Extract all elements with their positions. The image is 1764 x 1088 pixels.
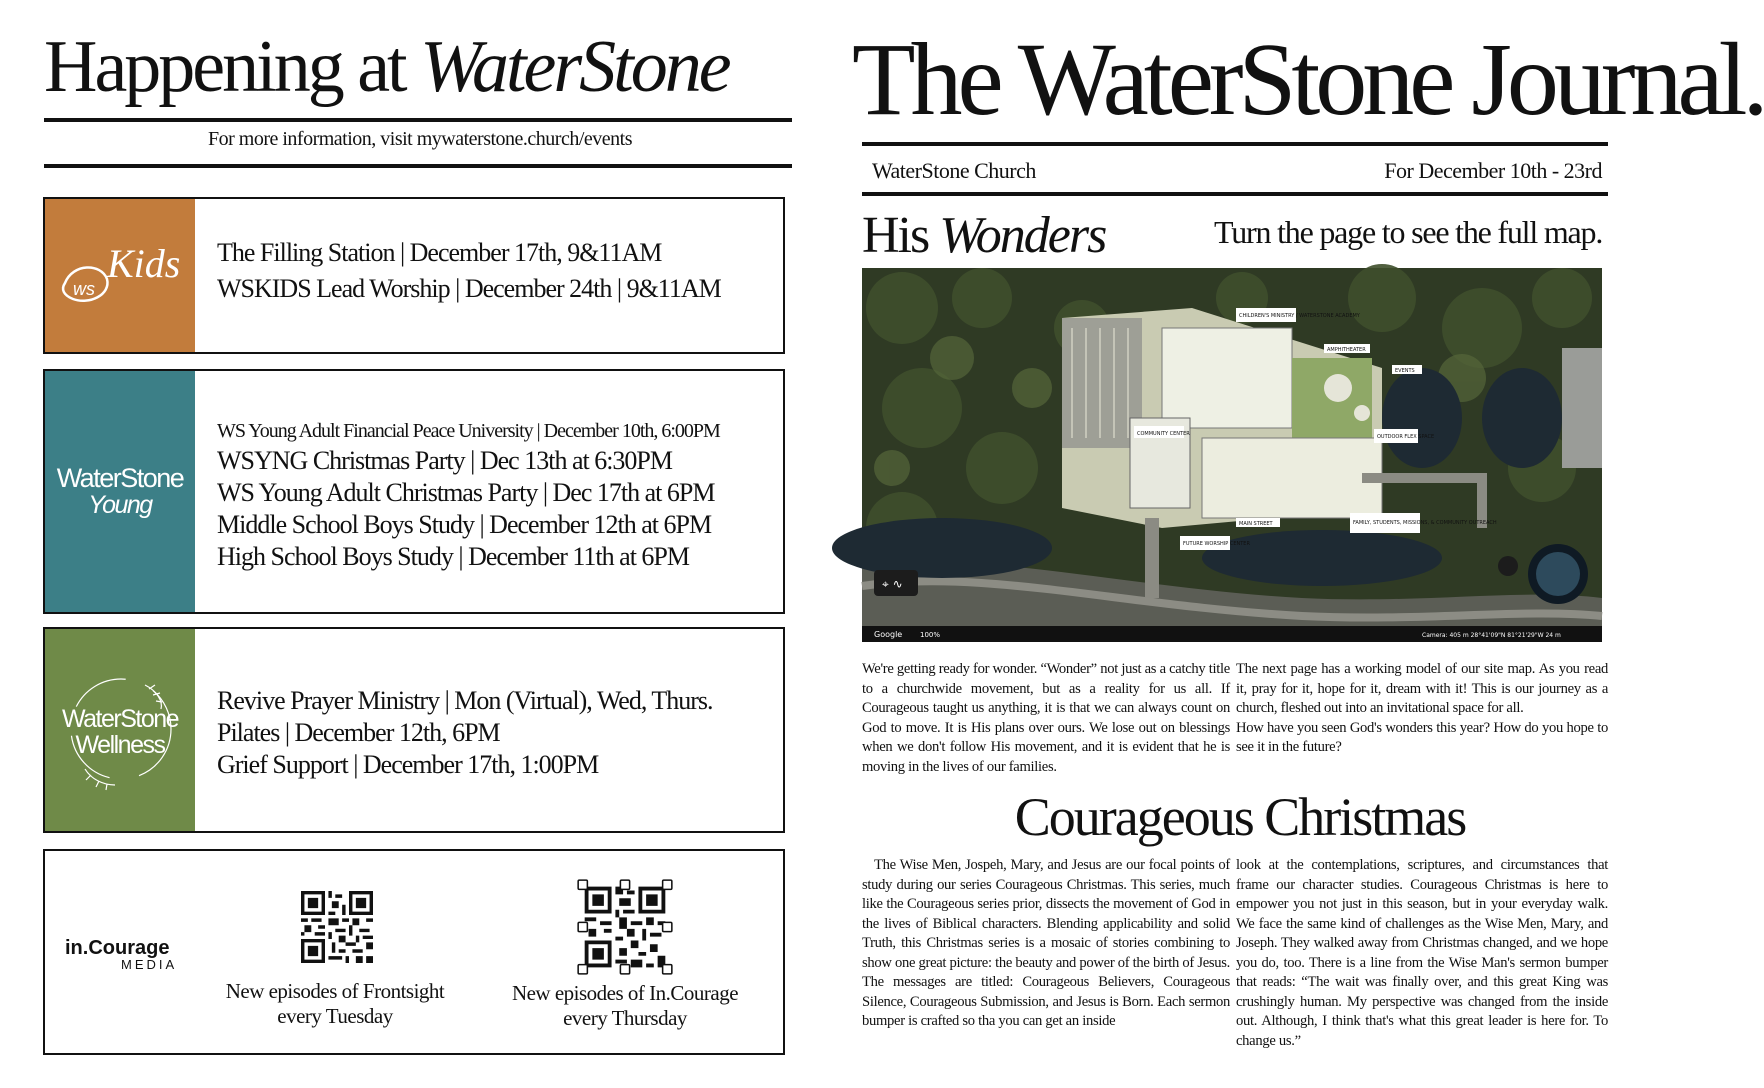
ws-wellness-logo (45, 629, 195, 831)
journal-title: The WaterStone Journal. (852, 22, 1764, 137)
svg-text:ws: ws (73, 279, 95, 299)
young-event-line: Middle School Boys Study | December 12th at 6PM (217, 510, 712, 539)
site-map-image[interactable] (862, 268, 1602, 642)
svg-text:OUTDOOR FLEX SPACE: OUTDOOR FLEX SPACE (1377, 434, 1435, 440)
svg-text:AMPHITHEATER: AMPHITHEATER (1327, 347, 1366, 353)
issue-dates: For December 10th - 23rd (1384, 158, 1602, 183)
svg-text:⌖ ∿: ⌖ ∿ (882, 577, 903, 591)
svg-text:FUTURE WORSHIP CENTER: FUTURE WORSHIP CENTER (1183, 541, 1250, 547)
info-rule (44, 164, 792, 168)
frontsight-caption-line1: New episodes of Frontsight (225, 979, 445, 1003)
svg-text:Kids: Kids (107, 241, 181, 286)
young-events-box (43, 369, 785, 614)
incourage-caption-line2: every Thursday (563, 1006, 687, 1030)
turn-page-note: Turn the page to see the full map. (1214, 214, 1603, 250)
young-event-line: WS Young Adult Christmas Party | Dec 17th at 6PM (217, 478, 715, 507)
courageous-christmas-heading: Courageous Christmas (1014, 787, 1466, 847)
wellness-event-line: Grief Support | December 17th, 1:00PM (217, 750, 599, 779)
masthead-rule-top (862, 142, 1608, 146)
church-name: WaterStone Church (872, 158, 1036, 183)
street-view-icon[interactable] (1498, 556, 1518, 576)
incourage-caption (485, 981, 765, 1031)
kids-events-box (43, 197, 785, 354)
wellness-event-line: Revive Prayer Ministry | Mon (Virtual), Wed, Thurs. (217, 686, 713, 715)
ws-young-logo (45, 371, 195, 612)
ws-kids-logo-mark (45, 199, 195, 352)
ws-kids-logo (45, 199, 195, 352)
wonder-column-left: We're getting ready for wonder. “Wonder” not just as a catchy title to a churchwide movement, but as a reality for us all. If Courageous taught us anything, it is that we can always count on God to move. It is His plans over ours. We lose out on blessings when we don't follow His movement, and it is evident that he is moving in the lives of our families. (862, 661, 1230, 775)
kids-event-line: WSKIDS Lead Worship | December 24th | 9&11AM (217, 274, 721, 303)
svg-text:Google: Google (874, 630, 903, 639)
svg-text:100%: 100% (920, 631, 941, 639)
incourage-caption-line1: New episodes of In.Courage (511, 981, 739, 1005)
svg-text:COMMUNITY CENTER: COMMUNITY CENTER (1137, 431, 1190, 437)
courageous-column-right: look at the contemplations, scriptures, and circumstances that frame our character studies. Courageous Christmas is here to empower you not just in this season, but in your everyday walk. We face the same kind of challenges as the Wise Men, Mary, and Joseph. They walked away from Christmas changed, and we hope you do, too. There is a line from the Wise Man's sermon bumper that reads: “The wait was finally over, and this great King was crushingly human. My perspective was changed from the inside out. Although, I think that's what this great leader is here for. To change us.” (1236, 857, 1608, 1049)
svg-text:MAIN STREET: MAIN STREET (1239, 521, 1273, 527)
courageous-column-left: The Wise Men, Jospeh, Mary, and Jesus are our focal points of study during our series Courageous Christmas. This series, much like the Courageous series prior, dissects the movement of God in the lives of Biblical characters. Blending applicability and solid Truth, this Christmas series is a mosaic of stories combining to show one great picture: the beauty and power of the birth of Jesus. The messages are titled: Courageous Believers, Courageous Silence, Courageous Submission, and Jesus is Born. Each sermon bumper is crafted so tha you can get an inside (862, 857, 1230, 1029)
incourage-qr-code[interactable] (577, 879, 673, 975)
young-event-line: WSYNG Christmas Party | Dec 13th at 6:30PM (217, 446, 673, 475)
frontsight-caption (205, 979, 465, 1029)
frontsight-caption-line2: every Tuesday (277, 1004, 393, 1028)
incourage-brand: in.Courage (65, 937, 170, 959)
wonder-paragraph: How have you seen God's wonders this year? How do you hope to see it in the future? (1236, 719, 1608, 755)
wonder-paragraph: The next page has a working model of our site map. As you read it, pray for it, hope for it, dream with it! This is our journey as a church, fleshed out into an invitational space for all. (1236, 661, 1608, 716)
events-page-title: Happening at WaterStone (44, 26, 729, 108)
ws-young-logo-line1: WaterStone (56, 463, 184, 493)
incourage-brand-sub: MEDIA (121, 957, 178, 972)
ws-young-logo-line2: Young (88, 491, 152, 519)
kids-event-line: The Filling Station | December 17th, 9&11AM (217, 238, 662, 267)
svg-text:EVENTS: EVENTS (1395, 368, 1415, 374)
ws-wellness-logo-line1: WaterStone (61, 705, 179, 733)
young-event-line: High School Boys Study | December 11th at 6PM (217, 542, 689, 571)
svg-text:FAMILY, STUDENTS, MISSIONS, &: FAMILY, STUDENTS, MISSIONS, & COMMUNITY OUTREACH (1353, 520, 1497, 526)
svg-text:Camera: 405 m 28°41'09"N 81°2: Camera: 405 m 28°41'09"N 81°21'29"W 24 m (1422, 632, 1561, 639)
svg-text:CHILDREN'S MINISTRY / WATERSTO: CHILDREN'S MINISTRY / WATERSTONE ACADEMY (1239, 313, 1360, 319)
masthead-rule-bottom (862, 192, 1608, 196)
title-rule (44, 118, 792, 122)
wonder-column-right (1236, 660, 1608, 758)
wellness-events-box (43, 627, 785, 833)
frontsight-qr-code[interactable] (301, 891, 373, 963)
his-wonders-heading: His Wonders (862, 207, 1106, 264)
ws-wellness-logo-line2: Wellness (75, 731, 165, 759)
events-info-line: For more information, visit mywaterstone.church/events (207, 128, 632, 150)
young-event-line-small: WS Young Adult Financial Peace University | December 10th, 6:00PM (217, 420, 720, 442)
media-box (43, 849, 785, 1055)
wellness-event-line: Pilates | December 12th, 6PM (217, 718, 500, 747)
